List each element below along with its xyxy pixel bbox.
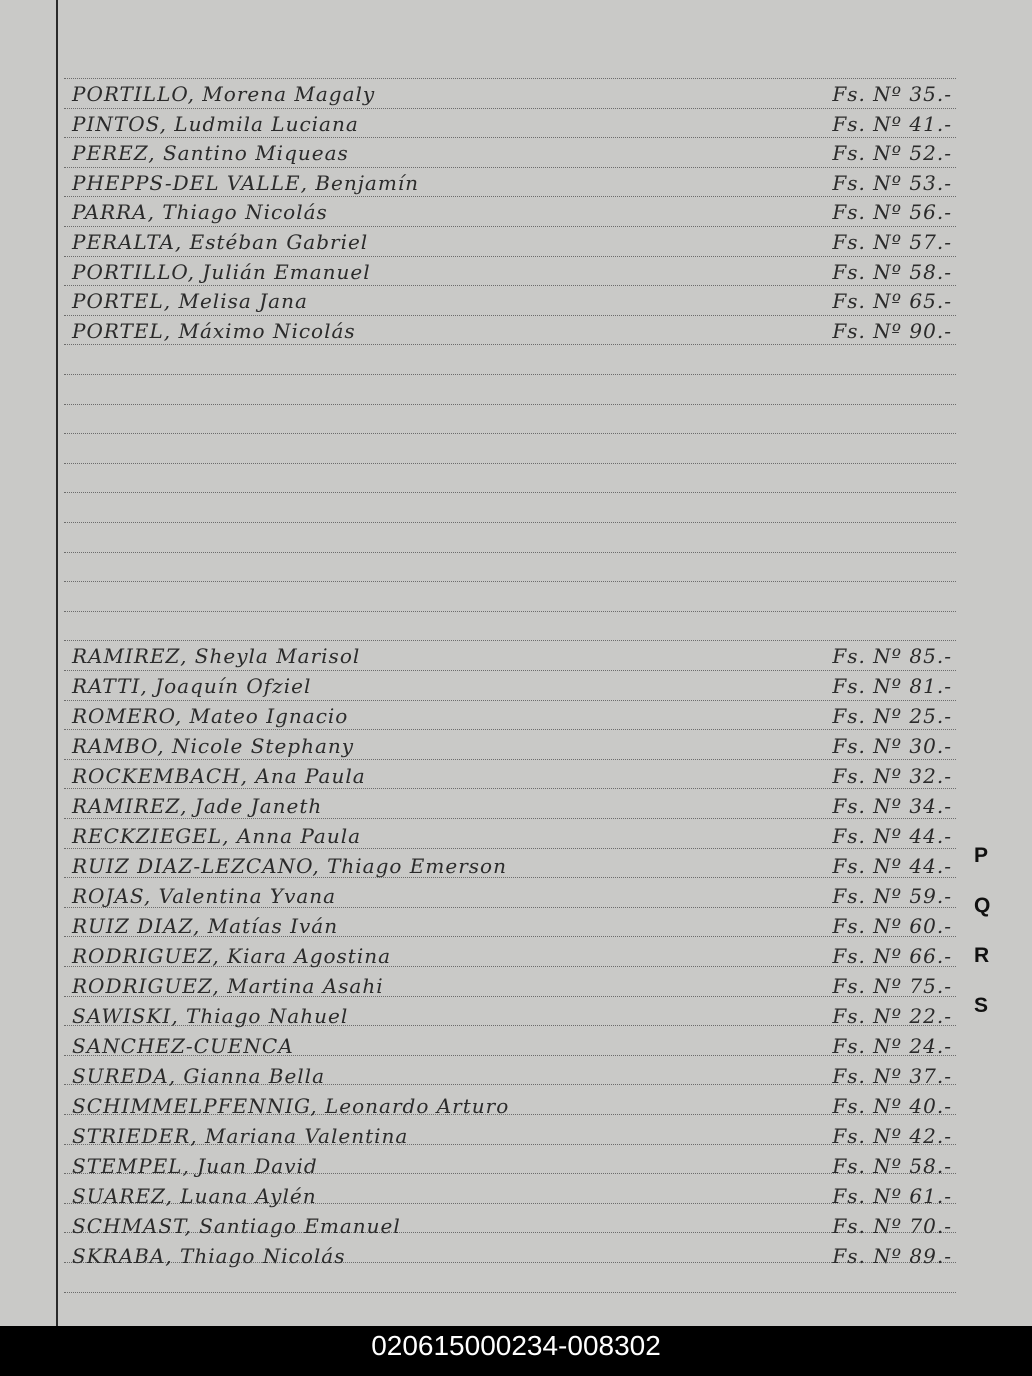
ruled-line — [64, 492, 956, 493]
entry-name: RECKZIEGEL, Anna Paula — [72, 824, 362, 848]
entry-name: RATTI, Joaquín Ofziel — [72, 674, 312, 698]
entry-folio: Fs. Nº 44.- — [832, 854, 952, 878]
entry-folio: Fs. Nº 42.- — [832, 1124, 952, 1148]
entry-folio: Fs. Nº 30.- — [832, 734, 952, 758]
ruled-line — [64, 848, 956, 849]
ruled-line — [64, 581, 956, 582]
entry-name: RUIZ DIAZ-LEZCANO, Thiago Emerson — [72, 854, 507, 878]
entry-name: SANCHEZ-CUENCA — [72, 1034, 294, 1058]
ruled-line — [64, 78, 956, 79]
ruled-line — [64, 640, 956, 641]
entry-name: SCHIMMELPFENNIG, Leonardo Arturo — [72, 1094, 510, 1118]
margin-line — [56, 0, 58, 1326]
entry-folio: Fs. Nº 52.- — [832, 141, 952, 166]
ruled-line — [64, 818, 956, 819]
ruled-line — [64, 463, 956, 464]
entry-folio: Fs. Nº 40.- — [832, 1094, 952, 1118]
entry-folio: Fs. Nº 35.- — [832, 82, 952, 106]
entry-name: PORTEL, Melisa Jana — [72, 289, 308, 314]
entry-folio: Fs. Nº 58.- — [832, 1154, 952, 1178]
entry-folio: Fs. Nº 61.- — [832, 1184, 952, 1208]
entry-folio: Fs. Nº 90.- — [832, 318, 952, 343]
entry-folio: Fs. Nº 32.- — [832, 764, 952, 788]
entry-name: SKRABA, Thiago Nicolás — [72, 1244, 346, 1268]
entry-folio: Fs. Nº 34.- — [832, 794, 952, 818]
ruled-line — [64, 759, 956, 760]
entry-name: STRIEDER, Mariana Valentina — [72, 1124, 409, 1148]
ruled-line — [64, 404, 956, 405]
entry-name: PORTILLO, Julián Emanuel — [72, 259, 371, 284]
entry-folio: Fs. Nº 58.- — [832, 259, 952, 284]
entry-name: STEMPEL, Juan David — [72, 1154, 318, 1178]
index-tab-letter: S — [974, 994, 989, 1017]
entry-folio: Fs. Nº 70.- — [832, 1214, 952, 1238]
entry-folio: Fs. Nº 85.- — [832, 644, 952, 668]
entry-name: RODRIGUEZ, Martina Asahi — [72, 974, 384, 998]
entry-name: SCHMAST, Santiago Emanuel — [72, 1214, 401, 1238]
entry-folio: Fs. Nº 56.- — [832, 200, 952, 225]
entry-folio: Fs. Nº 22.- — [832, 1004, 952, 1028]
ruled-line — [64, 196, 956, 197]
entry-name: PINTOS, Ludmila Luciana — [72, 111, 359, 136]
entry-folio: Fs. Nº 66.- — [832, 944, 952, 968]
entry-name: SUAREZ, Luana Aylén — [72, 1184, 317, 1208]
entry-folio: Fs. Nº 24.- — [832, 1034, 952, 1058]
entry-name: RAMIREZ, Jade Janeth — [72, 794, 323, 818]
entry-name: ROJAS, Valentina Yvana — [72, 884, 337, 908]
entry-name: PHEPPS-DEL VALLE, Benjamín — [72, 170, 420, 195]
ruled-line — [64, 256, 956, 257]
index-tab-letter: R — [974, 944, 990, 967]
entry-name: RAMIREZ, Sheyla Marisol — [72, 644, 361, 668]
ruled-line — [64, 552, 956, 553]
ruled-line — [64, 433, 956, 434]
ruled-line — [64, 788, 956, 789]
entry-folio: Fs. Nº 53.- — [832, 170, 952, 195]
entry-name: SUREDA, Gianna Bella — [72, 1064, 325, 1088]
ruled-line — [64, 670, 956, 671]
entry-name: ROMERO, Mateo Ignacio — [72, 704, 349, 728]
entry-folio: Fs. Nº 60.- — [832, 914, 952, 938]
ruled-line — [64, 344, 956, 345]
footer-code: 020615000234-008302 — [0, 1326, 1032, 1376]
entry-folio: Fs. Nº 44.- — [832, 824, 952, 848]
ruled-line — [64, 108, 956, 109]
ruled-line — [64, 137, 956, 138]
index-tab-letter: P — [974, 844, 989, 867]
ruled-line — [64, 226, 956, 227]
entry-folio: Fs. Nº 37.- — [832, 1064, 952, 1088]
entry-folio: Fs. Nº 59.- — [832, 884, 952, 908]
ruled-line — [64, 1292, 956, 1293]
ruled-line — [64, 167, 956, 168]
ruled-line — [64, 374, 956, 375]
ruled-line — [64, 522, 956, 523]
entry-name: PARRA, Thiago Nicolás — [72, 200, 328, 225]
entry-folio: Fs. Nº 75.- — [832, 974, 952, 998]
ruled-line — [64, 611, 956, 612]
entry-name: ROCKEMBACH, Ana Paula — [72, 764, 366, 788]
entry-folio: Fs. Nº 81.- — [832, 674, 952, 698]
entry-name: PORTILLO, Morena Magaly — [72, 82, 376, 106]
index-tab-letter: Q — [974, 894, 991, 917]
ruled-line — [64, 315, 956, 316]
entry-folio: Fs. Nº 89.- — [832, 1244, 952, 1268]
entry-name: PORTEL, Máximo Nicolás — [72, 318, 356, 343]
entry-name: RODRIGUEZ, Kiara Agostina — [72, 944, 392, 968]
entry-folio: Fs. Nº 65.- — [832, 289, 952, 314]
ruled-line — [64, 700, 956, 701]
entry-name: RUIZ DIAZ, Matías Iván — [72, 914, 339, 938]
ruled-line — [64, 285, 956, 286]
entry-name: SAWISKI, Thiago Nahuel — [72, 1004, 349, 1028]
ruled-line — [64, 729, 956, 730]
entry-folio: Fs. Nº 57.- — [832, 230, 952, 254]
entry-folio: Fs. Nº 41.- — [832, 111, 952, 136]
entry-folio: Fs. Nº 25.- — [832, 704, 952, 728]
entry-name: PERALTA, Estéban Gabriel — [72, 230, 369, 254]
entry-name: PEREZ, Santino Miqueas — [72, 141, 349, 166]
entry-name: RAMBO, Nicole Stephany — [72, 734, 355, 758]
